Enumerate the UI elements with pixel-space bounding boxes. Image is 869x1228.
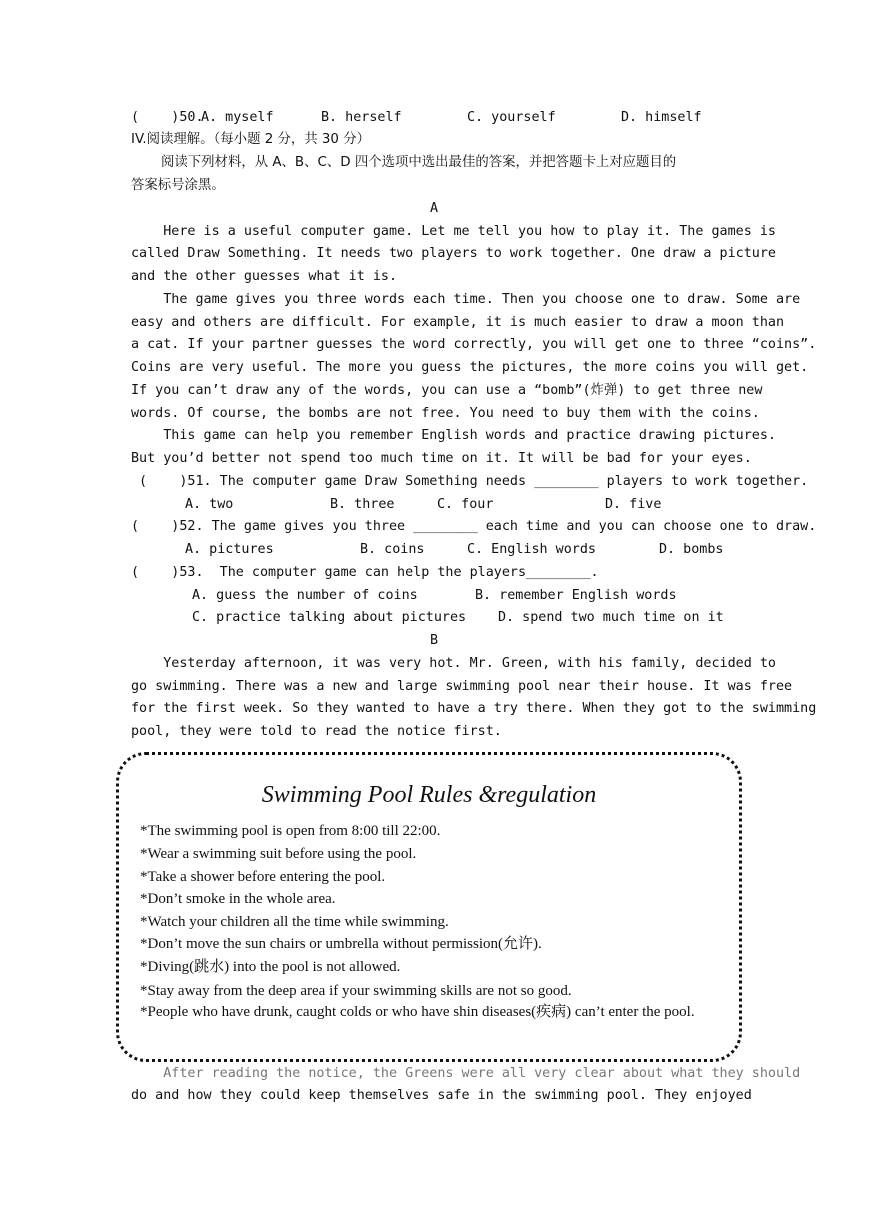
passage-b-line: for the first week. So they wanted to have a try there. When they got to the swimming <box>131 701 817 716</box>
notice-rule: *Don’t smoke in the whole area. <box>140 891 336 907</box>
section-title: IV.阅读理解。（每小题 2 分，共 30 分） <box>131 132 370 147</box>
passage-a-line: Coins are very useful. The more you guess the pictures, the more coins you will get. <box>131 360 809 375</box>
passage-b-continuation-line: do and how they could keep themselves safe in the swimming pool. They enjoyed <box>131 1088 752 1103</box>
question-50-option-a: A. myself <box>201 110 274 125</box>
notice-rule: *The swimming pool is open from 8:00 till 22:00. <box>140 823 441 839</box>
question-51-stem: ( )51. The computer game Draw Something needs ________ players to work together. <box>131 474 809 489</box>
passage-a-line: Here is a useful computer game. Let me tell you how to play it. The games is <box>131 224 776 239</box>
passage-b-line: go swimming. There was a new and large swimming pool near their house. It was free <box>131 679 793 694</box>
question-50-option-c: C. yourself <box>467 110 556 125</box>
notice-rule: *Take a shower before entering the pool. <box>140 869 386 885</box>
question-53-option-b: B. remember English words <box>475 588 677 603</box>
question-51-option-a: A. two <box>185 497 234 512</box>
passage-b-continuation-line: After reading the notice, the Greens were all very clear about what they should <box>131 1066 801 1081</box>
question-53-option-d: D. spend two much time on it <box>498 610 724 625</box>
passage-a-line: and the other guesses what it is. <box>131 269 398 284</box>
question-52-option-b: B. coins <box>360 542 425 557</box>
notice-rule: *Watch your children all the time while swimming. <box>140 914 449 930</box>
passage-a-line: easy and others are difficult. For example, it is much easier to draw a moon than <box>131 315 785 330</box>
notice-rule: *Wear a swimming suit before using the pool. <box>140 846 417 862</box>
passage-b-label: B <box>429 633 439 648</box>
question-51-option-b: B. three <box>330 497 395 512</box>
passage-a-line: called Draw Something. It needs two players to work together. One draw a picture <box>131 246 776 261</box>
section-instruction-line-1: 阅读下列材料，从 A、B、C、D 四个选项中选出最佳的答案，并把答题卡上对应题目的 <box>161 155 677 170</box>
passage-a-line: words. Of course, the bombs are not free. You need to buy them with the coins. <box>131 406 760 421</box>
notice-title: Swimming Pool Rules &regulation <box>261 782 597 808</box>
passage-a-label: A <box>429 201 439 216</box>
question-51-option-c: C. four <box>437 497 494 512</box>
passage-b-line: Yesterday afternoon, it was very hot. Mr. Green, with his family, decided to <box>131 656 776 671</box>
question-52-option-d: D. bombs <box>659 542 724 557</box>
notice-rule: *Don’t move the sun chairs or umbrella without permission(允许). <box>140 936 542 952</box>
question-53-option-a: A. guess the number of coins <box>192 588 418 603</box>
passage-a-line: This game can help you remember English words and practice drawing pictures. <box>131 428 776 443</box>
passage-a-line: But you’d better not spend too much time on it. It will be bad for your eyes. <box>131 451 752 466</box>
passage-a-line: The game gives you three words each time. Then you choose one to draw. Some are <box>131 292 801 307</box>
question-53-stem: ( )53. The computer game can help the players________. <box>131 565 599 580</box>
question-52-stem: ( )52. The game gives you three ________ each time and you can choose one to draw. <box>131 519 817 534</box>
question-50-option-d: D. himself <box>621 110 702 125</box>
passage-a-line: If you can’t draw any of the words, you can use a “bomb”(炸弹) to get three new <box>131 383 763 398</box>
passage-a-line: a cat. If your partner guesses the word correctly, you will get one to three “coins”. <box>131 337 817 352</box>
notice-rule: *Stay away from the deep area if your swimming skills are not so good. <box>140 983 572 999</box>
notice-rule: *Diving(跳水) into the pool is not allowed. <box>140 959 401 975</box>
passage-b-line: pool, they were told to read the notice first. <box>131 724 502 739</box>
question-52-option-a: A. pictures <box>185 542 274 557</box>
question-52-option-c: C. English words <box>467 542 596 557</box>
question-50-number: ( )50. <box>131 110 204 125</box>
question-50-option-b: B. herself <box>321 110 402 125</box>
question-53-option-c: C. practice talking about pictures <box>192 610 467 625</box>
notice-rule: *People who have drunk, caught colds or who have shin diseases(疾病) can’t enter the pool. <box>140 1004 695 1020</box>
section-instruction-line-2: 答案标号涂黑。 <box>131 178 225 193</box>
question-51-option-d: D. five <box>605 497 662 512</box>
